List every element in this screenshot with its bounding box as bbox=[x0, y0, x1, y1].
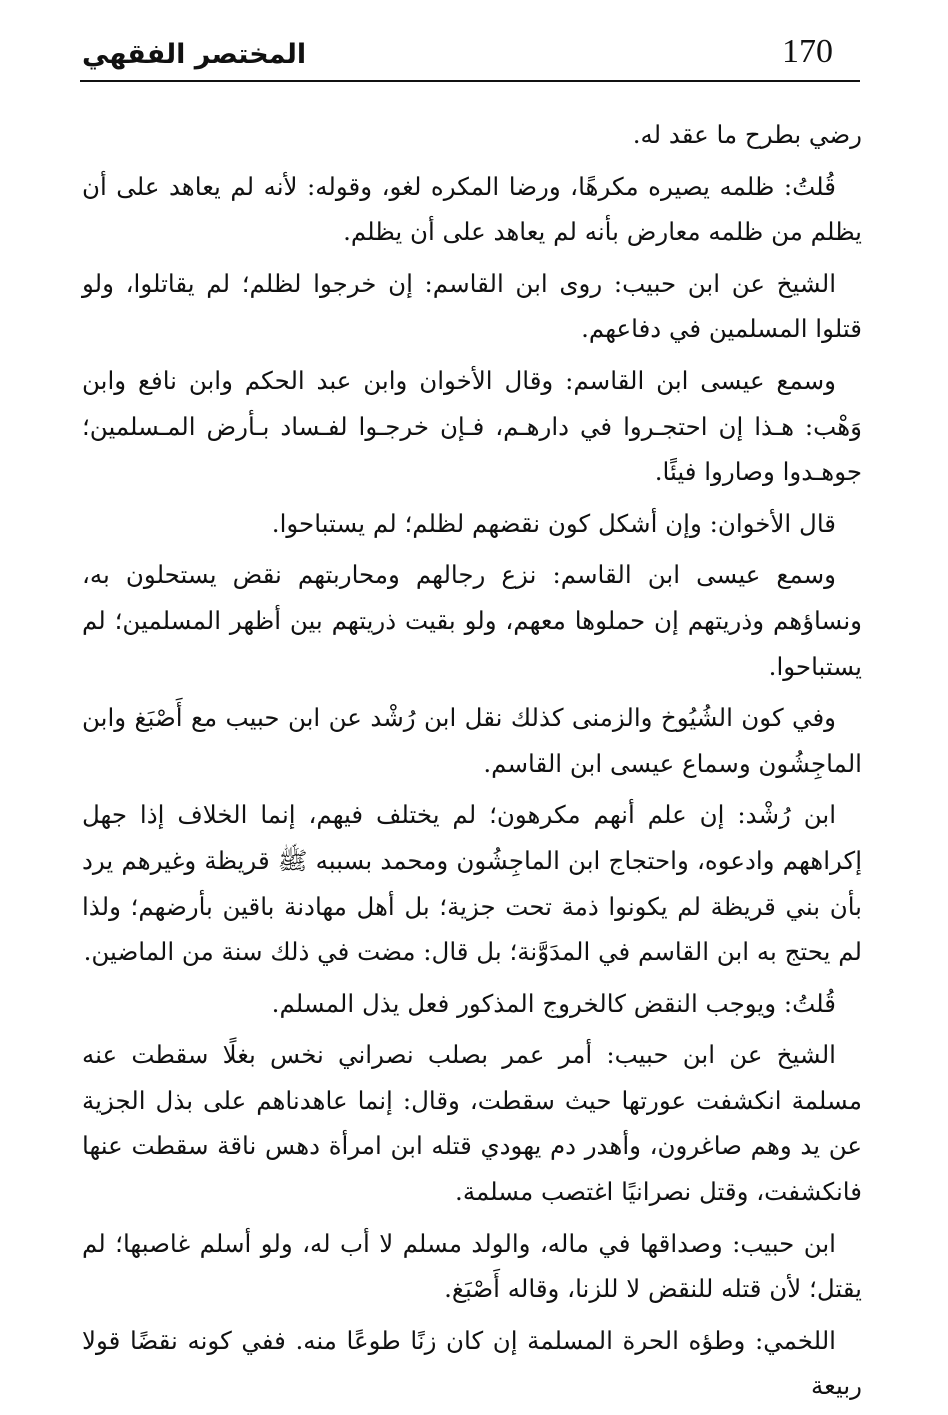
paragraph-4: وسمع عيسى ابن القاسم: وقال الأخوان وابن عبد الحكم وابن نافع وابن وَهْب: هـذا إن احتجـروا في دارهـم، فـإن خرجـوا لفـساد بـأرض المـسلمين؛ جوهـدوا وصاروا فيئًا. bbox=[82, 365, 862, 487]
header-rule bbox=[80, 80, 860, 82]
paragraph-12: اللخمي: وطؤه الحرة المسلمة إن كان زنًا طوعًا منه. ففي كونه نقضًا قولا ربيعة bbox=[82, 1325, 862, 1401]
running-title: المختصر الفقهي bbox=[82, 39, 307, 70]
paragraph-10: الشيخ عن ابن حبيب: أمر عمر بصلب نصراني نخس بغلًا سقطت عنه مسلمة انكشفت عورتها حيث سقطت، وقال: إنما عاهدناهم على بذل الجزية عن يد وهم صاغرون، وأهدر دم يهودي قتله ابن امرأة دهس ناقة سقطت عنها فانكشفت، وقتل نصرانيًا اغتصب مسلمة. bbox=[82, 1040, 862, 1207]
paragraph-1: رضي بطرح ما عقد له. bbox=[632, 120, 862, 149]
page-number: 170 bbox=[782, 33, 833, 70]
paragraph-8: ابن رُشْد: إن علم أنهم مكرهون؛ لم يختلف فيهم، إنما الخلاف إذا جهل إكراههم وادعوه، واحتجاج ابن الماجِشُون ومحمد بسببه ﷺ قريظة وغيرهم يرد بأن بني قريظة لم يكونوا ذمة تحت جزية؛ بل أهل مهادنة باقين بأرضهم؛ ولذا لم يحتج به ابن القاسم في المدَوَّنة؛ بل قال: مضت في ذلك سنة من الماضين. bbox=[82, 800, 862, 967]
paragraph-7: وفي كون الشُيُوخ والزمنى كذلك نقل ابن رُشْد عن ابن حبيب مع أَصْبَغ وابن الماجِشُون وسماع عيسى ابن القاسم. bbox=[82, 703, 862, 778]
paragraph-6: وسمع عيسى ابن القاسم: نزع رجالهم ومحاربتهم نقض يستحلون به، ونساؤهم وذريتهم إن حملوها معهم، ولو بقيت ذريتهم بين أظهر المسلمين؛ لم يستباحوا. bbox=[82, 560, 862, 681]
paragraph-9: قُلتُ: ويوجب النقض كالخروج المذكور فعل يذل المسلم. bbox=[271, 988, 836, 1018]
paragraph-11: ابن حبيب: وصداقها في ماله، والولد مسلم لا أب له، ولو أسلم غاصبها؛ لم يقتل؛ لأن قتله للنقض لا للزنا، وقاله أَصْبَغ. bbox=[82, 1228, 862, 1304]
paragraph-2: قُلتُ: ظلمه يصيره مكرهًا، ورضا المكره لغو، وقوله: لأنه لم يعاهد على أن يظلم من ظلمه معارض بأنه لم يعاهد على أن يظلم. bbox=[82, 171, 862, 247]
paragraph-5: قال الأخوان: وإن أشكل كون نقضهم لظلم؛ لم يستباحوا. bbox=[271, 508, 836, 538]
paragraph-3: الشيخ عن ابن حبيب: روى ابن القاسم: إن خرجوا لظلم؛ لم يقاتلوا، ولو قتلوا المسلمين في دفاعهم. bbox=[82, 268, 862, 344]
body-text bbox=[82, 112, 862, 1415]
